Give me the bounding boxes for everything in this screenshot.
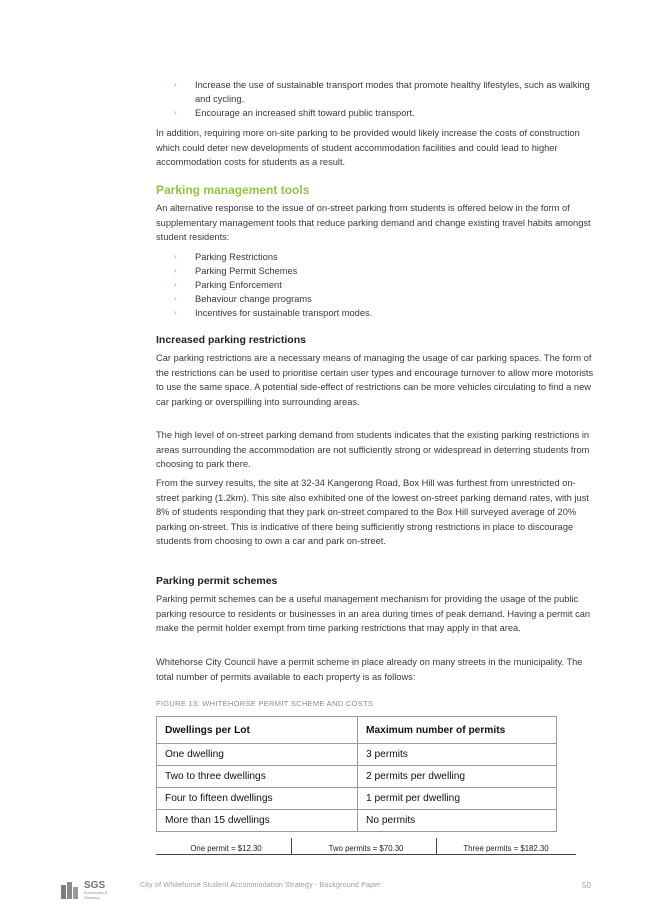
table-header-cell: Dwellings per Lot [157, 717, 358, 744]
list-item: › Incentives for sustainable transport modes. [174, 308, 373, 318]
footer-text: City of Whitehorse Student Accommodation Strategy - Background Paper [140, 882, 381, 889]
bullet-icon: › [174, 294, 177, 303]
permit-table [156, 716, 557, 832]
logo-text: SGS [84, 880, 106, 891]
bullet-icon: › [174, 80, 177, 89]
figure-caption: FIGURE 13: WHITEHORSE PERMIT SCHEME AND COSTS [156, 699, 374, 708]
heading-permit-schemes: Parking permit schemes [156, 575, 278, 587]
paragraph-restrictions-3: From the survey results, the site at 32-34 Kangerong Road, Box Hill was furthest from unrestricted on-street parking (1.2km). This site also exhibited one of the lowest on-street parking demand rates, with just 8% of students responding that they park on-street compared to the Box Hill surveyed average of 20% parking on-street. This is indicative of there being sufficiently strong restrictions in place to discourage students from choosing to own a car and park on-street. [156, 478, 589, 546]
table-cell: 1 permit per dwelling [358, 788, 557, 810]
list-item: › Encourage an increased shift toward public transport. [174, 108, 415, 118]
list-item: › Parking Restrictions [174, 252, 278, 262]
paragraph-permits-2: Whitehorse City Council have a permit scheme in place already on many streets in the municipality. The total number of permits available to each property is as follows: [156, 657, 583, 682]
bullet-icon: › [174, 252, 177, 261]
paragraph-permits-1: Parking permit schemes can be a useful management mechanism for providing the usage of the public parking resource to residents or businesses in an area during times of peak demand. Having a permit can make the permit holder exempt from time parking restrictions that may apply in that area. [156, 594, 591, 633]
page-number: 50 [582, 881, 591, 890]
table-cell: 2 permits per dwelling [358, 766, 557, 788]
bullet-icon: › [174, 266, 177, 275]
table-row [157, 766, 557, 788]
permit-costs-row [156, 838, 576, 855]
table-cell: 3 permits [358, 744, 557, 766]
table-cell: Two to three dwellings [157, 766, 358, 788]
intro-bullet-list [174, 78, 594, 120]
list-item: › Behaviour change programs [174, 294, 312, 304]
cost-divider [291, 838, 292, 854]
tools-bullet-list [174, 250, 594, 320]
logo-subtext: Economics & Planning [84, 890, 108, 900]
table-header-row [157, 717, 557, 744]
paragraph-restrictions-1: Car parking restrictions are a necessary means of managing the usage of car parking spaces. The form of the restrictions can be used to prioritise certain user types and encourage turnover to allow more motorists to use the same space. A potential side-effect of restrictions can be more vehicles circulating to find a new car parking or overspilling into surrounding areas. [156, 353, 594, 407]
bullet-icon: › [174, 108, 177, 117]
table-header-cell: Maximum number of permits [358, 717, 557, 744]
paragraph-addition: In addition, requiring more on-site parking to be provided would likely increase the costs of construction which could deter new developments of student accommodation facilities and could lead to higher accommodation costs for students as a result. [156, 128, 580, 167]
heading-parking-management-tools: Parking management tools [156, 183, 310, 197]
bullet-icon: › [174, 280, 177, 289]
permit-cost-three: Three permits = $182.30 [463, 844, 549, 853]
table-row [157, 810, 557, 832]
table-row [157, 788, 557, 810]
bullet-icon: › [174, 308, 177, 317]
sgs-logo-icon [60, 881, 82, 899]
table-cell: One dwelling [157, 744, 358, 766]
sgs-logo [60, 880, 120, 900]
table-cell: No permits [358, 810, 557, 832]
table-cell: More than 15 dwellings [157, 810, 358, 832]
paragraph-restrictions-2: The high level of on-street parking demand from students indicates that the existing parking restrictions in areas surrounding the accommodation are not sufficiently strong or widespread in deterring students from choosing to park there. [156, 430, 590, 469]
list-item: › Parking Enforcement [174, 280, 282, 290]
list-item: › Parking Permit Schemes [174, 266, 298, 276]
permit-cost-two: Two permits = $70.30 [328, 844, 404, 853]
table-cell: Four to fifteen dwellings [157, 788, 358, 810]
paragraph-tools: An alternative response to the issue of on-street parking from students is offered below in the form of supplementary management tools that reduce parking demand and change existing travel habits amongst student residents: [156, 203, 591, 242]
list-item: › Increase the use of sustainable transport modes that promote healthy lifestyles, such as walking and cycling. [174, 80, 590, 104]
permit-cost-one: One permit = $12.30 [190, 844, 262, 853]
table-row [157, 744, 557, 766]
heading-increased-restrictions: Increased parking restrictions [156, 334, 306, 346]
